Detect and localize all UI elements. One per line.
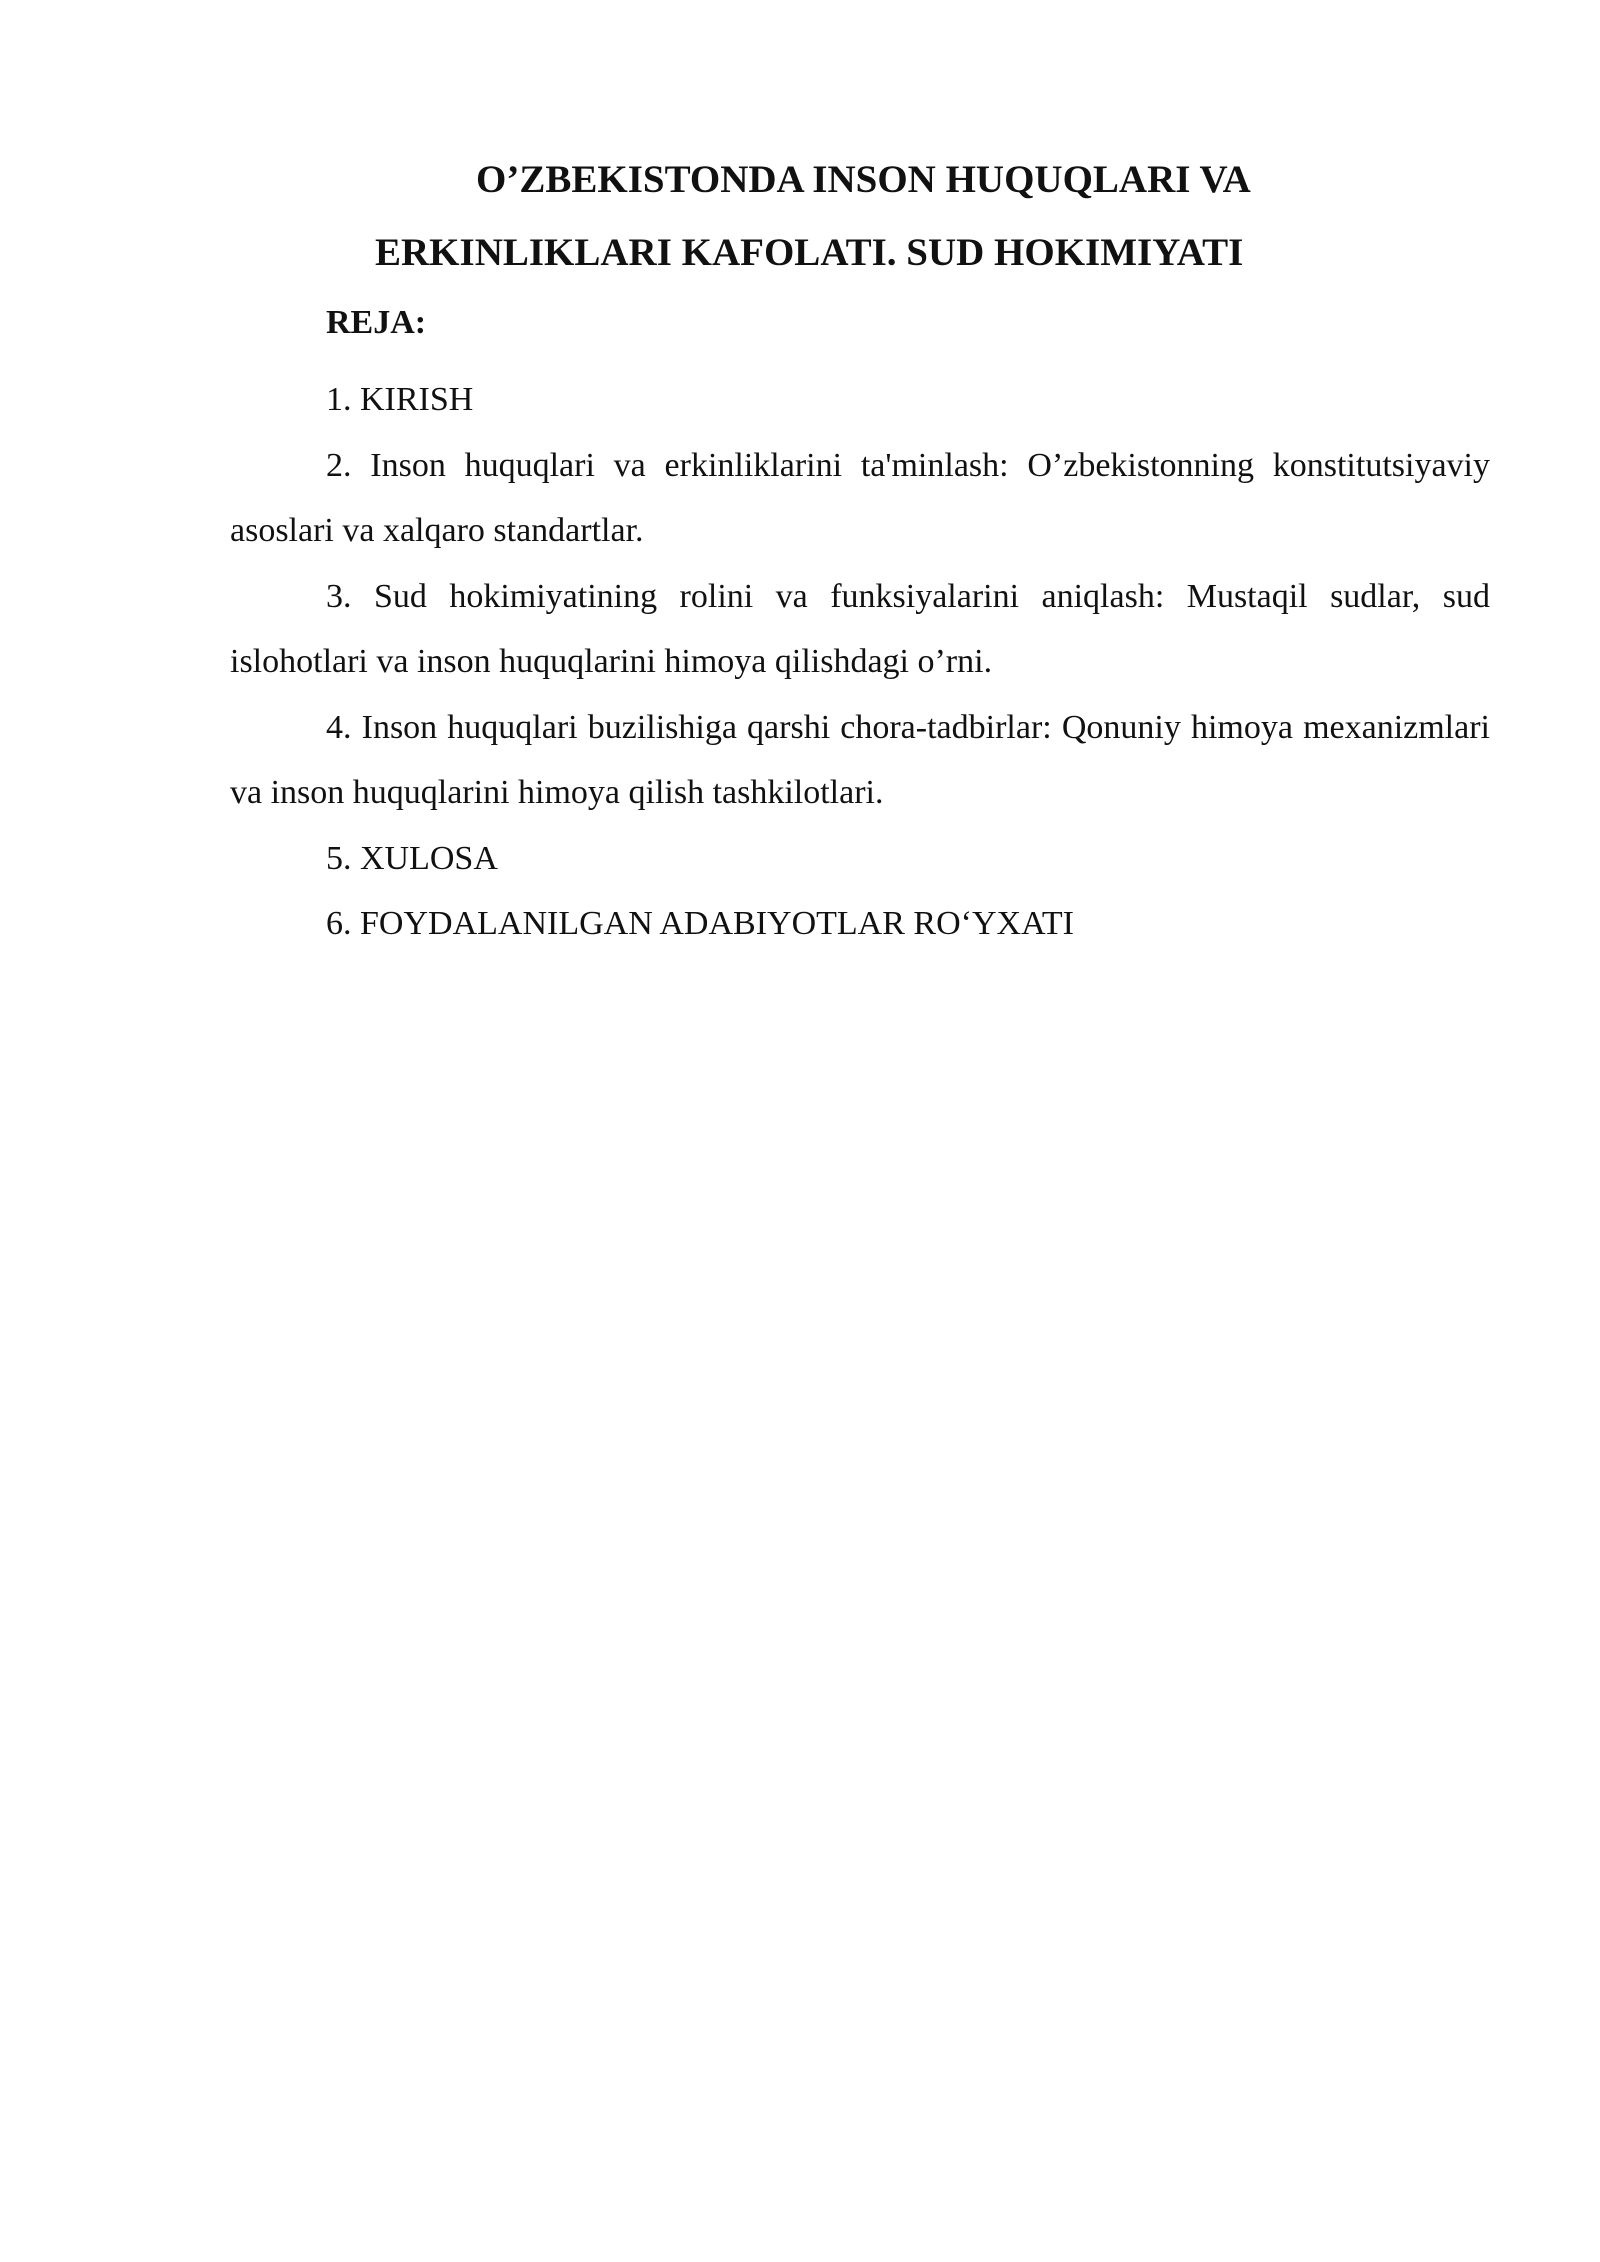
plan-list [230,367,1490,957]
plan-item-3: 3. Sud hokimiyatining rolini va funksiyalarini aniqlash: Mustaqil sudlar, sud islohotlari va inson huquqlarini himoya qilishdagi o’rni. [230,577,1490,680]
plan-heading: REJA: [326,304,427,341]
plan-item-6: 6. FOYDALANILGAN ADABIYOTLAR RO‘YXATI [326,905,1074,942]
document-title-line-1: O’ZBEKISTONDA INSON HUQUQLARI VA [476,158,1251,201]
plan-item-5: 5. XULOSA [326,839,498,877]
plan-item-4: 4. Inson huquqlari buzilishiga qarshi chora-tadbirlar: Qonuniy himoya mexanizmlari va inson huquqlarini himoya qilish tashkilotlari. [230,708,1490,811]
plan-item-2: 2. Inson huquqlari va erkinliklarini ta'minlash: O’zbekistonning konstitutsiyaviy asoslari va xalqaro standartlar. [230,446,1490,549]
plan-item-1: 1. KIRISH [326,381,474,418]
document-title-line-2: ERKINLIKLARI KAFOLATI. SUD HOKIMIYATI [375,231,1244,274]
